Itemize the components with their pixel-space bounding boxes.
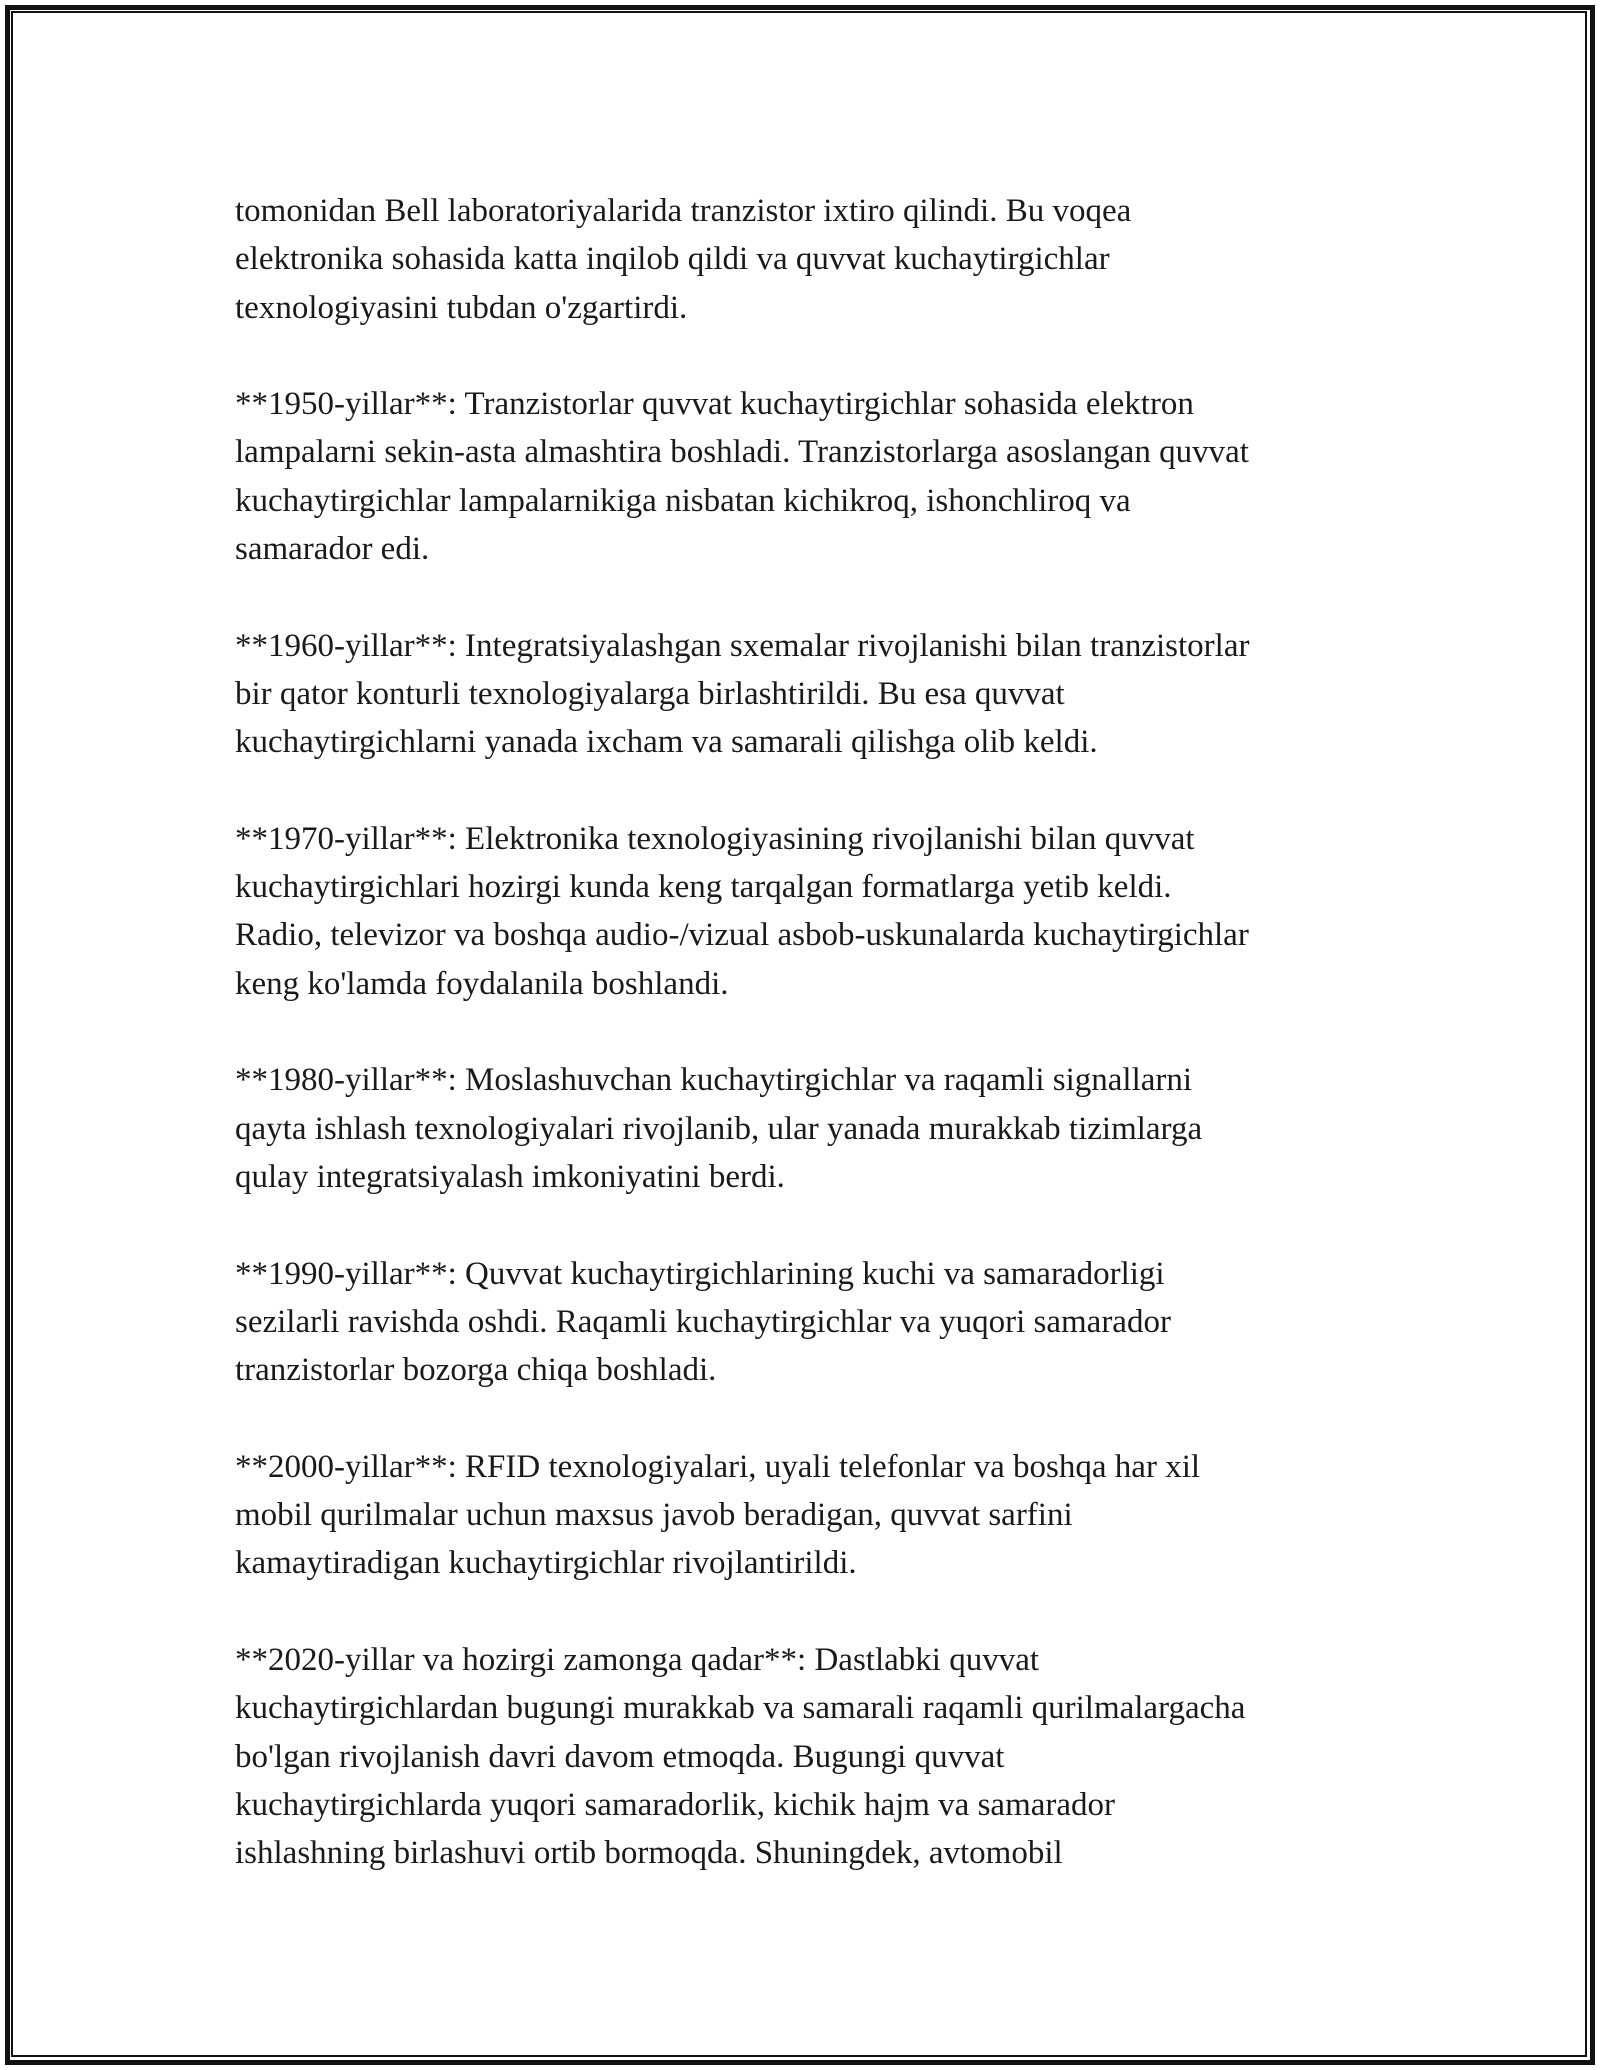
text-line: elektronika sohasida katta inqilob qildi va quvvat kuchaytirgichlar [235, 241, 1110, 278]
text-line: **1990-yillar**: Quvvat kuchaytirgichlarining kuchi va samaradorligi [235, 1255, 1165, 1292]
text-line: tomonidan Bell laboratoriyalarida tranzistor ixtiro qilindi. Bu voqea [235, 193, 1132, 229]
text-line: **1950-yillar**: Tranzistorlar quvvat kuchaytirgichlar sohasida elektron [235, 386, 1194, 423]
paragraph-1960s [235, 622, 1385, 767]
text-line: samarador edi. [235, 531, 430, 568]
paragraph-1970s [235, 815, 1385, 1008]
text-line: qulay integratsiyalash imkoniyatini berdi. [235, 1158, 785, 1195]
paragraph-transistor-invention [235, 187, 1385, 332]
paragraph-1950s [235, 380, 1385, 573]
text-line: kuchaytirgichlar lampalarnikiga nisbatan kichikroq, ishonchliroq va [235, 482, 1131, 519]
text-line: **1970-yillar**: Elektronika texnologiyasining rivojlanishi bilan quvvat [235, 820, 1195, 857]
paragraph-2000s [235, 1443, 1385, 1588]
text-line: texnologiyasini tubdan o'zgartirdi. [235, 289, 688, 326]
text-line: kuchaytirgichlarda yuqori samaradorlik, kichik hajm va samarador [235, 1786, 1116, 1823]
text-line: **2000-yillar**: RFID texnologiyalari, uyali telefonlar va boshqa har xil [235, 1448, 1201, 1485]
text-line: bir qator konturli texnologiyalarga birlashtirildi. Bu esa quvvat [235, 675, 1065, 712]
paragraph-1980s [235, 1056, 1385, 1201]
text-line: kamaytiradigan kuchaytirgichlar rivojlantirildi. [235, 1545, 857, 1582]
text-line: lampalarni sekin-asta almashtira boshladi. Tranzistorlarga asoslangan quvvat [235, 434, 1249, 471]
text-line: kuchaytirgichlari hozirgi kunda keng tarqalgan formatlarga yetib keldi. [235, 869, 1172, 906]
paragraph-1990s [235, 1250, 1385, 1395]
text-line: sezilarli ravishda oshdi. Raqamli kuchaytirgichlar va yuqori samarador [235, 1303, 1171, 1340]
text-line: **2020-yillar va hozirgi zamonga qadar**: Dastlabki quvvat [235, 1641, 1040, 1678]
text-line: qayta ishlash texnologiyalari rivojlanib, ular yanada murakkab tizimlarga [235, 1110, 1203, 1147]
text-line: kuchaytirgichlardan bugungi murakkab va samarali raqamli qurilmalargacha [235, 1690, 1246, 1727]
document-body [235, 187, 1385, 1926]
text-line: bo'lgan rivojlanish davri davom etmoqda. Bugungi quvvat [235, 1738, 1005, 1775]
text-line: Radio, televizor va boshqa audio-/vizual asbob-uskunalarda kuchaytirgichlar [235, 917, 1249, 954]
text-line: ishlashning birlashuvi ortib bormoqda. Shuningdek, avtomobil [235, 1835, 1063, 1872]
text-line: tranzistorlar bozorga chiqa boshladi. [235, 1352, 717, 1389]
text-line: mobil qurilmalar uchun maxsus javob beradigan, quvvat sarfini [235, 1497, 1073, 1534]
paragraph-2020s [235, 1636, 1385, 1877]
text-line: **1980-yillar**: Moslashuvchan kuchaytirgichlar va raqamli signallarni [235, 1062, 1193, 1099]
text-line: keng ko'lamda foydalanila boshlandi. [235, 965, 729, 1002]
text-line: kuchaytirgichlarni yanada ixcham va samarali qilishga olib keldi. [235, 724, 1098, 761]
text-line: **1960-yillar**: Integratsiyalashgan sxemalar rivojlanishi bilan tranzistorlar [235, 627, 1250, 664]
